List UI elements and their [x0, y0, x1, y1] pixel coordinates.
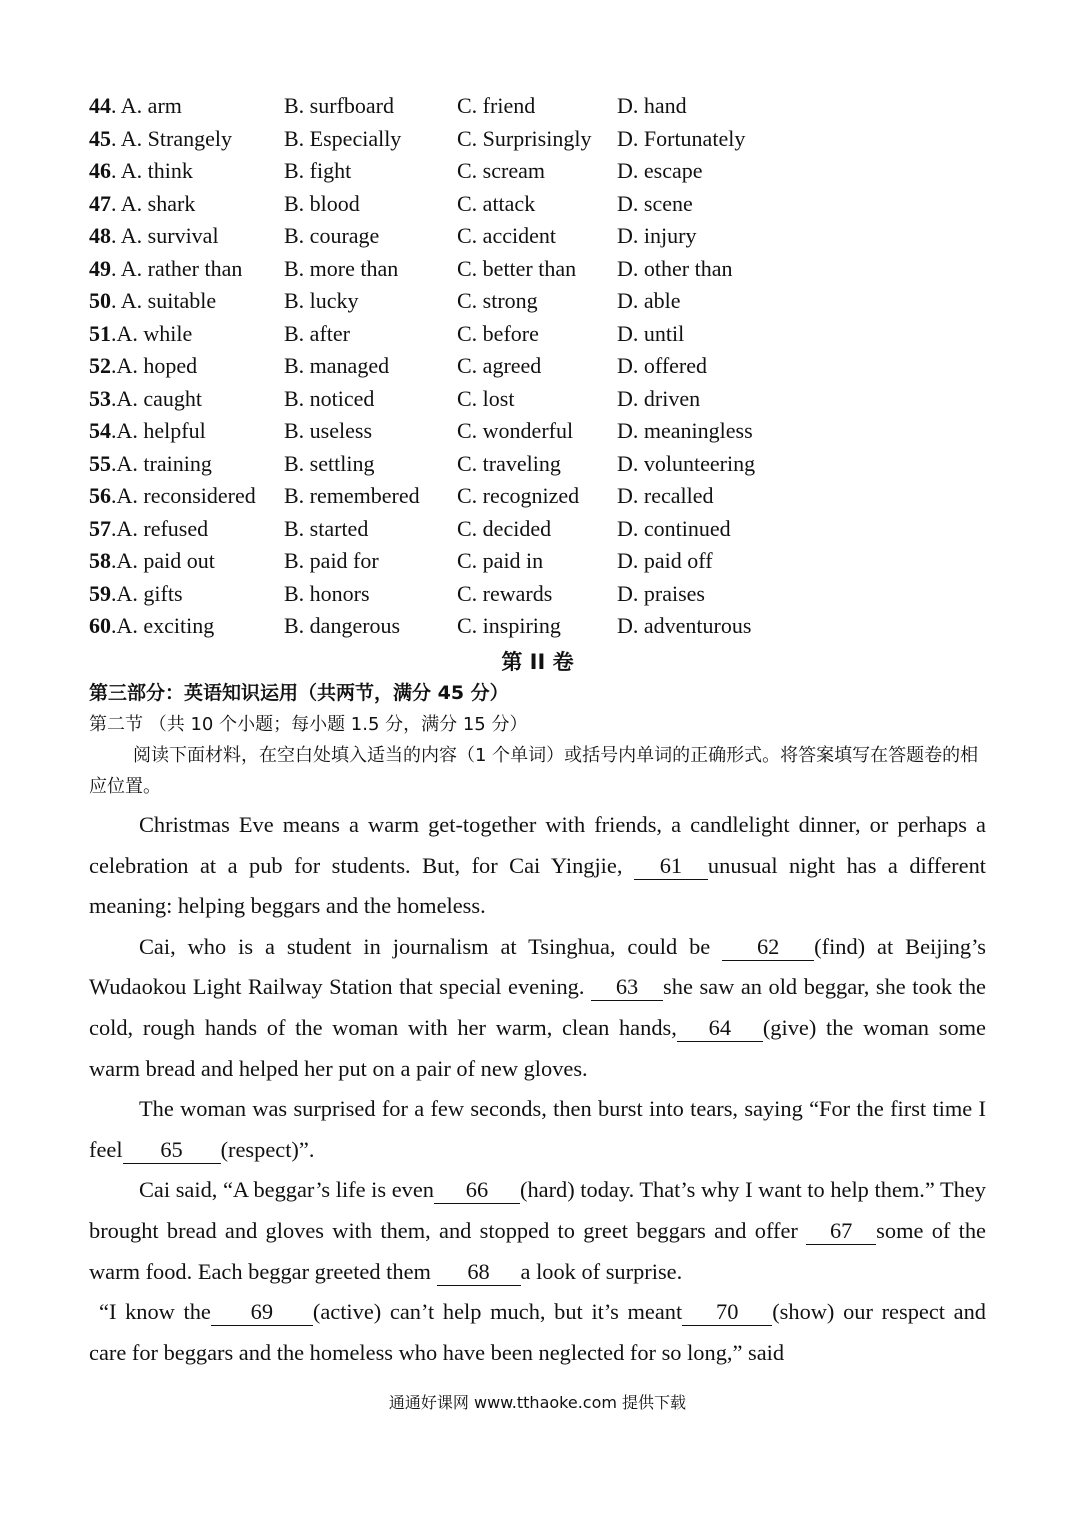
question-number-and-option-a [89, 188, 195, 220]
option-d: D. driven [617, 385, 701, 411]
question-separator: . [111, 125, 121, 151]
question-number-and-option-a [89, 123, 232, 155]
question-number-and-option-a [89, 350, 197, 382]
option-d: D. other than [617, 255, 733, 281]
question-row [89, 285, 989, 318]
question-row [89, 188, 989, 221]
question-row [89, 480, 989, 513]
option-c: C. better than [457, 255, 577, 281]
question-number: 57 [89, 515, 111, 541]
question-number-and-option-a [89, 220, 219, 252]
option-b: B. noticed [284, 385, 375, 411]
question-number: 54 [89, 418, 111, 443]
option-b: B. dangerous [284, 613, 401, 638]
question-number: 44 [89, 93, 111, 118]
passage-text: (give) the woman some warm bread and helped her put on a pair of new gloves. [89, 1014, 986, 1081]
blank-63: 63 [591, 974, 663, 1001]
option-a: A. exciting [116, 613, 215, 638]
question-number-and-option-a [89, 480, 256, 512]
blank-61: 61 [634, 853, 708, 880]
question-number-and-option-a [89, 578, 183, 610]
passage-paragraph [89, 1292, 986, 1373]
question-separator: . [111, 288, 121, 313]
question-number-and-option-a [89, 253, 242, 285]
question-row [89, 448, 989, 481]
option-c: C. agreed [457, 353, 542, 378]
option-a: A. think [120, 158, 193, 183]
option-a: A. survival [120, 223, 219, 248]
instructions: 阅读下面材料，在空白处填入适当的内容（1 个单词）或括号内单词的正确形式。将答案填写在答题卷的相应位置。 [89, 745, 979, 797]
question-number: 53 [89, 385, 111, 411]
option-a: A. refused [116, 515, 209, 541]
option-a: A. reconsidered [116, 483, 256, 508]
option-d: D. until [617, 320, 685, 346]
question-separator: . [111, 483, 117, 508]
option-b: B. useless [284, 418, 372, 443]
question-separator: . [111, 255, 121, 281]
option-b: B. honors [284, 580, 370, 606]
question-separator: . [111, 580, 117, 606]
question-separator: . [111, 190, 121, 216]
option-b: B. surfboard [284, 93, 394, 118]
question-number: 51 [89, 320, 111, 346]
question-separator: . [111, 515, 117, 541]
question-separator: . [111, 353, 117, 378]
question-row [89, 350, 989, 383]
option-c: C. attack [457, 190, 536, 216]
question-row [89, 545, 989, 578]
question-separator: . [111, 158, 121, 183]
passage-paragraph [89, 805, 986, 927]
option-b: B. managed [284, 353, 390, 378]
option-d: D. meaningless [617, 418, 753, 443]
passage-paragraph [89, 1089, 986, 1170]
option-d: D. able [617, 288, 681, 313]
question-number: 50 [89, 288, 111, 313]
question-row [89, 123, 989, 156]
passage-paragraph [89, 1170, 986, 1292]
question-number: 59 [89, 580, 111, 606]
blank-69: 69 [211, 1299, 313, 1326]
option-b: B. fight [284, 158, 352, 183]
passage-text: Cai said, “A beggar’s life is even [139, 1177, 434, 1203]
option-c: C. paid in [457, 548, 544, 573]
option-a: A. suitable [120, 288, 217, 313]
option-c: C. scream [457, 158, 545, 183]
option-b: B. courage [284, 223, 380, 248]
option-c: C. Surprisingly [457, 125, 592, 151]
question-separator: . [111, 418, 117, 443]
passage-text: The woman was surprised for a few seconds, then burst into tears, saying “For the first time I feel [89, 1096, 986, 1162]
option-a: A. hoped [116, 353, 198, 378]
passage-text: some of the warm food. Each beggar greeted them [89, 1217, 986, 1284]
question-row [89, 513, 989, 546]
question-row [89, 318, 989, 351]
option-c: C. before [457, 320, 539, 346]
question-row [89, 415, 989, 448]
reading-passage [89, 805, 986, 1373]
option-d: D. recalled [617, 483, 714, 508]
question-row [89, 253, 989, 286]
option-a: A. training [116, 450, 212, 476]
question-separator: . [111, 223, 121, 248]
passage-text: she saw an old beggar, she took the cold, rough hands of the woman with her warm, clean hands, [89, 974, 986, 1040]
question-number: 58 [89, 548, 111, 573]
passage-text: “I know the [99, 1299, 211, 1325]
blank-67: 67 [806, 1218, 876, 1245]
option-c: C. wonderful [457, 418, 574, 443]
question-row [89, 90, 989, 123]
option-d: D. paid off [617, 548, 713, 573]
option-d: D. praises [617, 580, 705, 606]
question-row [89, 610, 989, 643]
option-a: A. shark [120, 190, 196, 216]
question-number-and-option-a [89, 383, 202, 415]
passage-text: a look of surprise. [520, 1258, 683, 1284]
passage-text: (find) at Beijing’s Wudaokou Light Railway Station that special evening. [89, 933, 987, 1000]
question-number-and-option-a [89, 513, 208, 545]
option-d: D. adventurous [617, 613, 752, 638]
option-b: B. Especially [284, 125, 402, 151]
blank-64: 64 [677, 1015, 763, 1042]
option-b: B. after [284, 320, 350, 346]
question-row [89, 383, 989, 416]
part-title: 第三部分：英语知识运用（共两节，满分 45 分） [89, 682, 509, 704]
option-a: A. arm [120, 93, 182, 118]
option-b: B. settling [284, 450, 375, 476]
question-number-and-option-a [89, 285, 216, 317]
question-number-and-option-a [89, 448, 212, 480]
option-a: A. gifts [116, 580, 183, 606]
question-number-and-option-a [89, 610, 214, 642]
option-c: C. inspiring [457, 613, 561, 638]
question-row [89, 155, 989, 188]
question-separator: . [111, 450, 117, 476]
volume-title: 第 II 卷 [501, 650, 574, 674]
question-number-and-option-a [89, 90, 182, 122]
question-number-and-option-a [89, 415, 206, 447]
blank-70: 70 [682, 1299, 772, 1326]
blank-62: 62 [722, 934, 814, 961]
cloze-options-list [89, 90, 989, 643]
passage-text: unusual night has a different meaning: helping beggars and the homeless. [89, 852, 986, 919]
option-b: B. more than [284, 255, 399, 281]
question-number-and-option-a [89, 155, 193, 187]
passage-text: (respect)”. [220, 1136, 315, 1162]
option-d: D. escape [617, 158, 703, 183]
option-c: C. decided [457, 515, 552, 541]
question-row [89, 220, 989, 253]
option-b: B. lucky [284, 288, 359, 313]
question-number: 47 [89, 190, 111, 216]
option-d: D. Fortunately [617, 125, 746, 151]
passage-paragraph [89, 927, 986, 1089]
passage-text: (active) can’t help much, but it’s meant [312, 1299, 683, 1325]
option-b: B. remembered [284, 483, 420, 508]
option-c: C. friend [457, 93, 536, 118]
blank-66: 66 [434, 1177, 520, 1204]
option-a: A. caught [116, 385, 203, 411]
question-number: 60 [89, 613, 111, 638]
question-number-and-option-a [89, 545, 215, 577]
option-d: D. offered [617, 353, 707, 378]
passage-text: Christmas Eve means a warm get-together with friends, a candlelight dinner, or perhaps a celebration at a pub for students. But, for Cai Yingjie, [89, 812, 986, 878]
option-a: A. helpful [116, 418, 206, 443]
option-c: C. accident [457, 223, 556, 248]
passage-text: (hard) today. That’s why I want to help them.” They brought bread and gloves with them, and stopped to greet beggars and offer [89, 1177, 986, 1243]
blank-68: 68 [437, 1259, 521, 1286]
question-number: 55 [89, 450, 111, 476]
question-separator: . [111, 548, 117, 573]
option-c: C. strong [457, 288, 538, 313]
option-c: C. rewards [457, 580, 553, 606]
question-number: 46 [89, 158, 111, 183]
option-b: B. paid for [284, 548, 379, 573]
option-a: A. paid out [116, 548, 215, 573]
question-number: 45 [89, 125, 111, 151]
option-c: C. lost [457, 385, 515, 411]
footer-watermark: 通通好课网 www.tthaoke.com 提供下载 [388, 1393, 687, 1412]
question-separator: . [111, 93, 121, 118]
question-number-and-option-a [89, 318, 192, 350]
question-separator: . [111, 613, 117, 638]
option-b: B. started [284, 515, 369, 541]
option-d: D. injury [617, 223, 697, 248]
option-d: D. hand [617, 93, 687, 118]
option-d: D. scene [617, 190, 693, 216]
question-row [89, 578, 989, 611]
question-separator: . [111, 385, 117, 411]
question-number: 56 [89, 483, 111, 508]
option-b: B. blood [284, 190, 360, 216]
option-d: D. volunteering [617, 450, 756, 476]
question-number: 52 [89, 353, 111, 378]
option-a: A. Strangely [120, 125, 232, 151]
option-c: C. recognized [457, 483, 580, 508]
option-a: A. while [116, 320, 193, 346]
question-separator: . [111, 320, 117, 346]
question-number: 49 [89, 255, 111, 281]
passage-text: (show) our respect and care for beggars and the homeless who have been neglected for so long,” said [89, 1299, 986, 1365]
blank-65: 65 [123, 1137, 221, 1164]
option-c: C. traveling [457, 450, 561, 476]
option-a: A. rather than [120, 255, 243, 281]
question-number: 48 [89, 223, 111, 248]
section-title: 第二节 （共 10 个小题；每小题 1.5 分，满分 15 分） [89, 714, 528, 735]
passage-text: Cai, who is a student in journalism at Tsinghua, could be [139, 933, 723, 959]
option-d: D. continued [617, 515, 731, 541]
